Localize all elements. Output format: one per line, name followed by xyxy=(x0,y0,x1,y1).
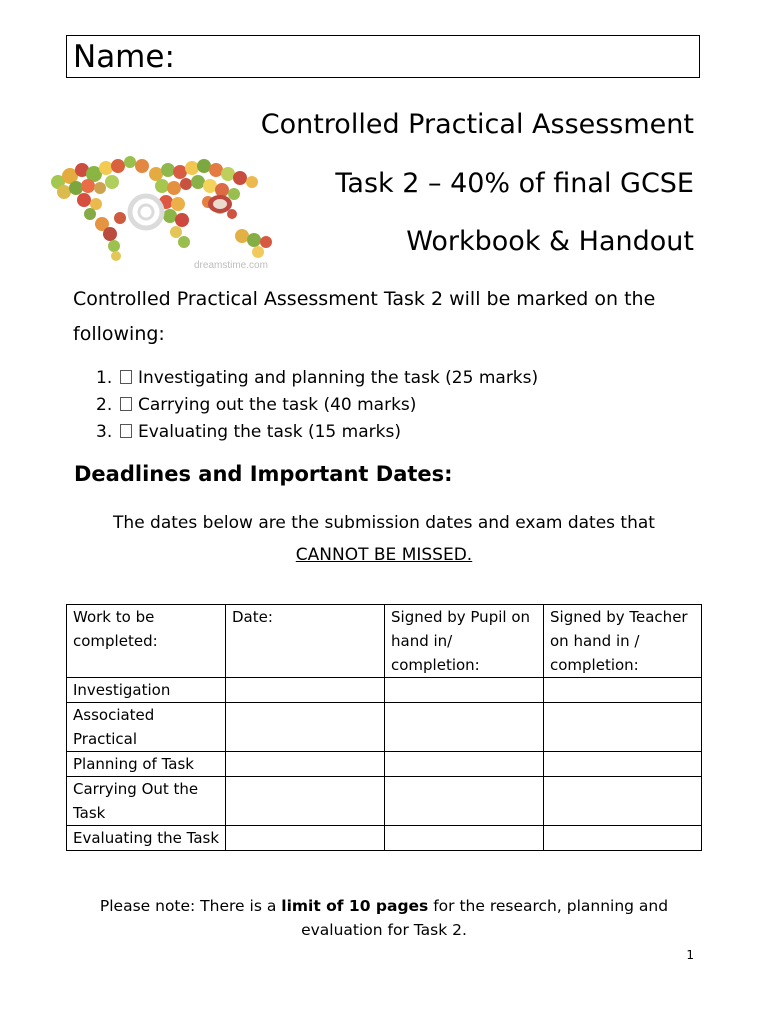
header-work: Work to be completed: xyxy=(67,605,226,678)
teacher-sign-cell[interactable] xyxy=(544,826,702,851)
page-number: 1 xyxy=(686,948,694,962)
list-number: 2. xyxy=(96,395,113,415)
deadlines-heading: Deadlines and Important Dates: xyxy=(74,462,453,486)
name-label: Name: xyxy=(73,39,175,75)
header-teacher: Signed by Teacher on hand in / completion: xyxy=(544,605,702,678)
list-item xyxy=(96,365,538,392)
note-text-line2: evaluation for Task 2. xyxy=(301,921,467,939)
pupil-sign-cell[interactable] xyxy=(385,826,544,851)
date-cell[interactable] xyxy=(226,703,385,752)
teacher-sign-cell[interactable] xyxy=(544,678,702,703)
pupil-sign-cell[interactable] xyxy=(385,703,544,752)
table-row xyxy=(67,703,702,752)
deadlines-table xyxy=(66,604,702,851)
subtext-line-2: CANNOT BE MISSED. xyxy=(295,545,473,565)
list-number: 3. xyxy=(96,422,113,442)
note-text-before: Please note: There is a xyxy=(99,897,282,915)
checkbox-icon xyxy=(120,397,132,411)
row-label: Carrying Out the Task xyxy=(67,777,226,826)
table-row xyxy=(67,678,702,703)
criterion-text: Evaluating the task (15 marks) xyxy=(138,422,401,442)
teacher-sign-cell[interactable] xyxy=(544,703,702,752)
criterion-text: Investigating and planning the task (25 marks) xyxy=(138,368,539,388)
pupil-sign-cell[interactable] xyxy=(385,777,544,826)
pupil-sign-cell[interactable] xyxy=(385,678,544,703)
intro-paragraph: Controlled Practical Assessment Task 2 will be marked on the following: xyxy=(73,288,656,345)
list-item xyxy=(96,419,538,446)
title-line-1: Controlled Practical Assessment xyxy=(260,109,694,140)
world-food-map-image xyxy=(44,152,280,272)
row-label: Evaluating the Task xyxy=(67,826,226,851)
pupil-sign-cell[interactable] xyxy=(385,752,544,777)
teacher-sign-cell[interactable] xyxy=(544,777,702,826)
checkbox-icon xyxy=(120,370,132,384)
row-label: Planning of Task xyxy=(67,752,226,777)
row-label: Associated Practical xyxy=(67,703,226,752)
list-number: 1. xyxy=(96,368,113,388)
date-cell[interactable] xyxy=(226,752,385,777)
title-line-3: Workbook & Handout xyxy=(406,226,694,257)
date-cell[interactable] xyxy=(226,678,385,703)
page-limit-note xyxy=(0,894,768,942)
checkbox-icon xyxy=(120,424,132,438)
date-cell[interactable] xyxy=(226,777,385,826)
row-label: Investigation xyxy=(67,678,226,703)
watermark-text: dreamstime.com xyxy=(194,260,268,271)
subtext-line-1: The dates below are the submission dates and exam dates that xyxy=(113,513,655,533)
note-text-after: for the research, planning and xyxy=(428,897,669,915)
date-cell[interactable] xyxy=(226,826,385,851)
list-item xyxy=(96,392,538,419)
name-field[interactable] xyxy=(66,35,700,78)
table-header-row xyxy=(67,605,702,678)
criterion-text: Carrying out the task (40 marks) xyxy=(138,395,417,415)
teacher-sign-cell[interactable] xyxy=(544,752,702,777)
table-row xyxy=(67,826,702,851)
title-line-2: Task 2 – 40% of final GCSE xyxy=(335,168,694,199)
header-date: Date: xyxy=(226,605,385,678)
header-pupil: Signed by Pupil on hand in/ completion: xyxy=(385,605,544,678)
note-bold: limit of 10 pages xyxy=(281,897,429,915)
criteria-list xyxy=(96,365,538,446)
table-row xyxy=(67,777,702,826)
table-row xyxy=(67,752,702,777)
